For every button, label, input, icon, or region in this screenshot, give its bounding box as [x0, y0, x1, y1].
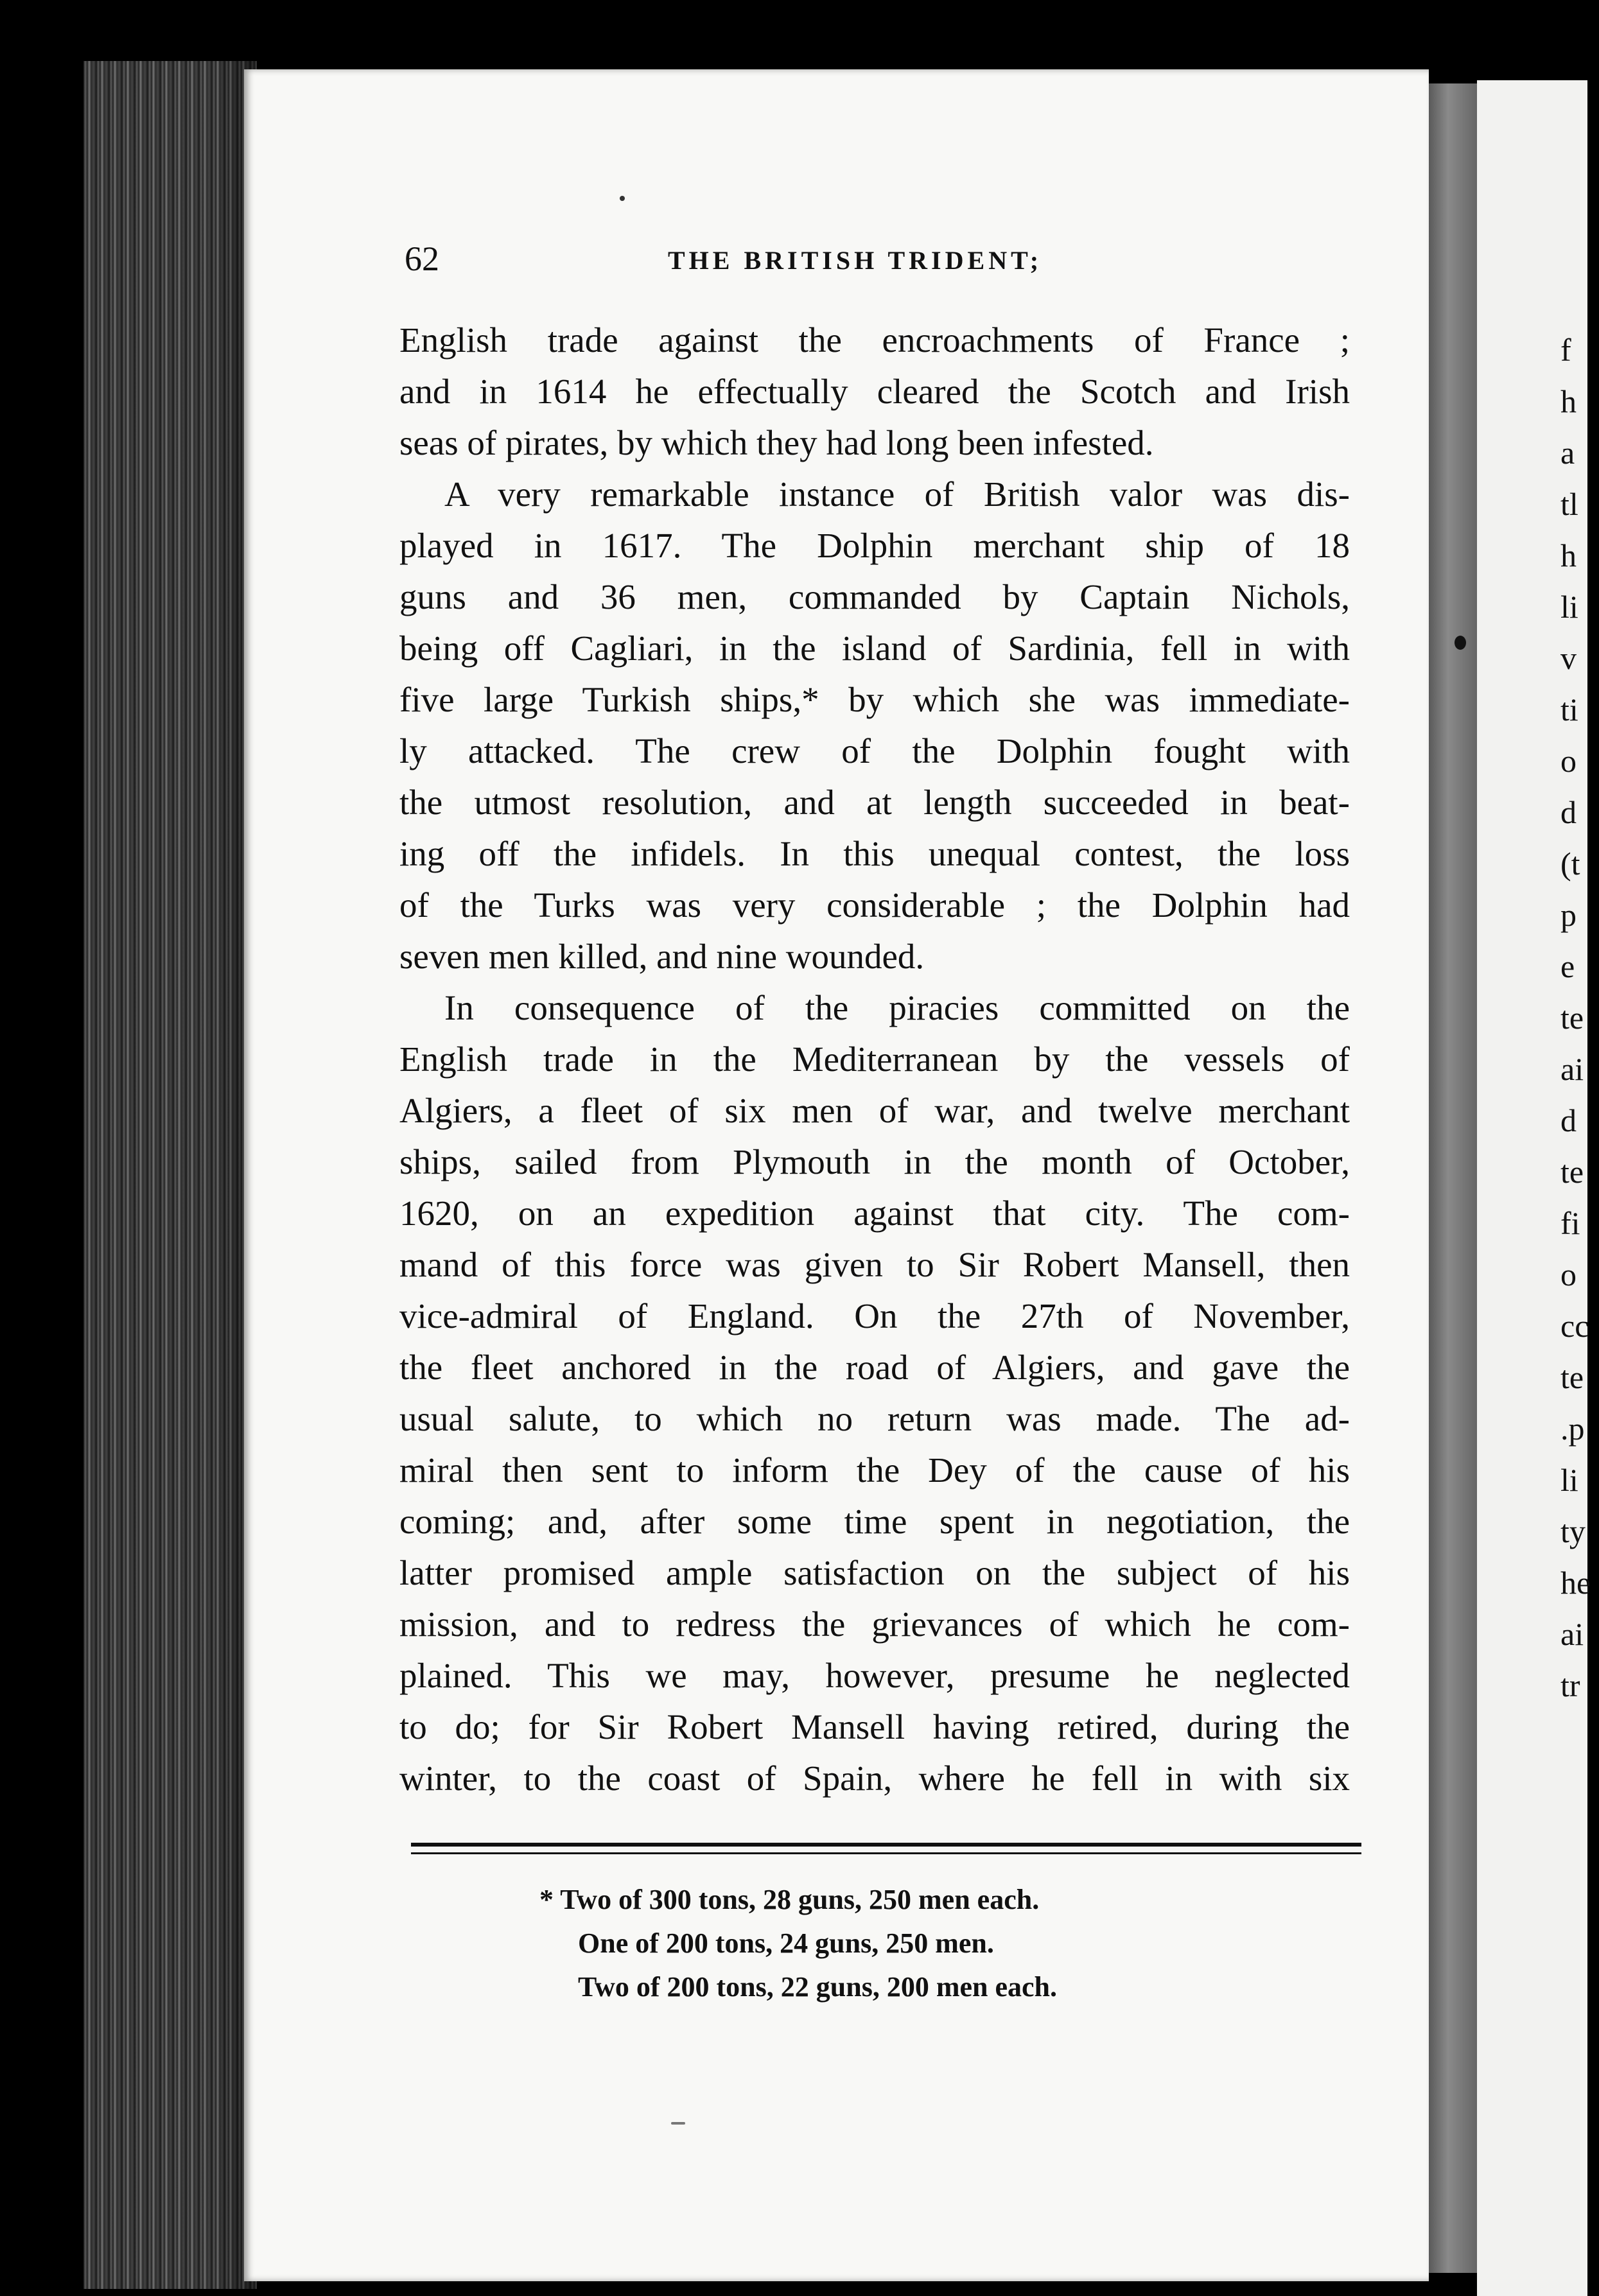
body-line: of the Turks was very considerable ; the Dolphin had: [399, 885, 1350, 925]
facing-page-fragment: ti: [1560, 691, 1578, 727]
body-line: latter promised ample satisfaction on the subject of his: [399, 1553, 1350, 1592]
facing-page-fragment: .p: [1560, 1411, 1585, 1447]
body-line: Algiers, a fleet of six men of war, and twelve merchant: [399, 1091, 1350, 1130]
footnote-line: One of 200 tons, 24 guns, 250 men.: [578, 1927, 994, 1959]
facing-page-fragment: o: [1560, 1257, 1577, 1292]
facing-page-fragment: te: [1560, 1359, 1584, 1395]
facing-page-fragment: fi: [1560, 1205, 1580, 1241]
body-line: guns and 36 men, commanded by Captain Nichols,: [399, 577, 1350, 616]
facing-page-fragment: he: [1560, 1565, 1591, 1601]
footnote-line: Two of 200 tons, 22 guns, 200 men each.: [578, 1971, 1058, 2003]
facing-page-fragment: f: [1560, 332, 1571, 368]
body-line: vice-admiral of England. On the 27th of November,: [399, 1296, 1350, 1335]
body-line: winter, to the coast of Spain, where he fell in with six: [399, 1759, 1350, 1798]
facing-page-fragment: d: [1560, 794, 1577, 830]
ink-speck: [1455, 636, 1466, 650]
ink-speck: [671, 2122, 685, 2125]
body-line: usual salute, to which no return was made. The ad-: [399, 1399, 1350, 1438]
facing-page-fragment: h: [1560, 383, 1577, 419]
facing-page-fragment: tl: [1560, 486, 1578, 522]
facing-page-fragment: (t: [1560, 846, 1580, 882]
facing-page-fragment: a: [1560, 435, 1575, 471]
facing-page-fragment: ai: [1560, 1051, 1584, 1087]
facing-page-fragment: tr: [1560, 1667, 1580, 1703]
footnote-rule: [411, 1843, 1361, 1854]
facing-page-fragment: o: [1560, 743, 1577, 779]
running-header: [405, 239, 1349, 277]
page-number: 62: [405, 239, 439, 278]
body-line: the utmost resolution, and at length succeeded in beat-: [399, 783, 1350, 822]
facing-page-fragment: te: [1560, 1000, 1584, 1036]
facing-page-fragment: e: [1560, 948, 1575, 984]
body-line: played in 1617. The Dolphin merchant ship of 18: [399, 526, 1350, 565]
body-line: English trade in the Mediterranean by the vessels of: [399, 1039, 1350, 1079]
facing-page-fragment: ty: [1560, 1513, 1586, 1549]
footnote: [539, 1878, 1310, 2009]
facing-page-fragment: v: [1560, 640, 1577, 676]
body-line: coming; and, after some time spent in negotiation, the: [399, 1502, 1350, 1541]
footnote-line: * Two of 300 tons, 28 guns, 250 men each.: [539, 1884, 1040, 1915]
body-line: seven men killed, and nine wounded.: [399, 937, 925, 976]
body-line: five large Turkish ships,* by which she was immediate-: [399, 680, 1350, 719]
facing-page-fragment: d: [1560, 1102, 1577, 1138]
body-line: the fleet anchored in the road of Algiers, and gave the: [399, 1348, 1350, 1387]
body-line: miral then sent to inform the Dey of the cause of his: [399, 1450, 1350, 1490]
body-line: mand of this force was given to Sir Robert Mansell, then: [399, 1245, 1350, 1284]
facing-page-fragment: h: [1560, 537, 1577, 573]
body-line: 1620, on an expedition against that city. The com-: [399, 1194, 1350, 1233]
body-line: ing off the infidels. In this unequal contest, the loss: [399, 834, 1350, 873]
body-line: In consequence of the piracies committed on the: [444, 988, 1350, 1027]
body-line: A very remarkable instance of British valor was dis-: [444, 474, 1350, 514]
body-line: mission, and to redress the grievances of which he com-: [399, 1605, 1350, 1644]
body-line: seas of pirates, by which they had long been infested.: [399, 423, 1154, 462]
body-line: ships, sailed from Plymouth in the month of October,: [399, 1142, 1350, 1181]
body-line: and in 1614 he effectually cleared the Scotch and Irish: [399, 372, 1350, 411]
running-title: THE BRITISH TRIDENT;: [668, 246, 1043, 275]
body-line: being off Cagliari, in the island of Sardinia, fell in with: [399, 629, 1350, 668]
facing-page-fragment: cc: [1560, 1308, 1589, 1344]
facing-page-fragment: ai: [1560, 1616, 1584, 1652]
facing-page-fragment: te: [1560, 1154, 1584, 1190]
facing-page-text: [1560, 324, 1599, 1711]
facing-page-fragment: li: [1560, 589, 1578, 625]
body-line: English trade against the encroachments of France ;: [399, 320, 1350, 360]
body-line: plained. This we may, however, presume he neglected: [399, 1656, 1350, 1695]
ink-speck: [620, 196, 625, 201]
body-line: to do; for Sir Robert Mansell having retired, during the: [399, 1707, 1350, 1746]
facing-page-fragment: p: [1560, 897, 1577, 933]
body-text: [399, 315, 1350, 1804]
body-line: ly attacked. The crew of the Dolphin fought with: [399, 731, 1350, 770]
facing-page-fragment: li: [1560, 1462, 1578, 1498]
